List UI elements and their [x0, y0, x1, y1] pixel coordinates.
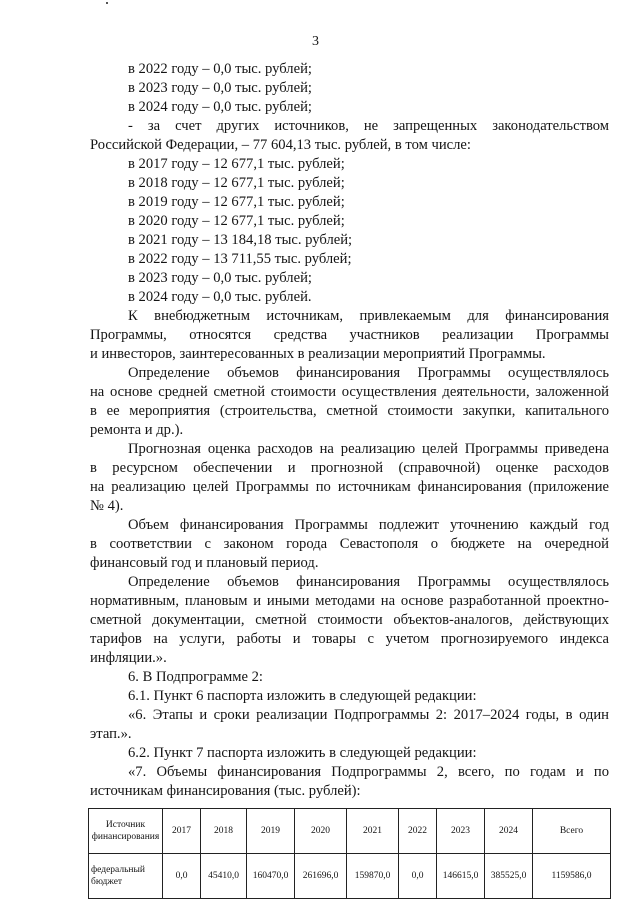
- table-header-cell: 2018: [201, 809, 247, 854]
- scan-dot: [106, 2, 108, 4]
- table-header-cell: 2022: [399, 809, 437, 854]
- text-line: финансовый год и плановый период.: [90, 555, 319, 571]
- text-line: Российской Федерации, – 77 604,13 тыс. рублей, в том числе:: [90, 137, 471, 153]
- text-line: тарифов на услуги, работы и товары с учетом прогнозируемого индекса: [90, 631, 609, 647]
- table-header-cell: Всего: [533, 809, 611, 854]
- text-line: 6. В Подпрограмме 2:: [128, 669, 263, 685]
- text-line: в ресурсном обеспечении и прогнозной (справочной) оценке расходов: [90, 460, 609, 476]
- table-header-cell: 2021: [347, 809, 399, 854]
- table-header-cell: 2024: [485, 809, 533, 854]
- text-line: «6. Этапы и сроки реализации Подпрограммы 2: 2017–2024 годы, в один: [128, 707, 609, 723]
- text-line: в 2024 году – 0,0 тыс. рублей;: [128, 99, 312, 115]
- table-header-row: [89, 809, 611, 854]
- text-line: в 2021 году – 13 184,18 тыс. рублей;: [128, 232, 353, 248]
- text-line: № 4).: [90, 498, 124, 514]
- text-line: в 2018 году – 12 677,1 тыс. рублей;: [128, 175, 345, 191]
- text-line: этап.».: [90, 726, 132, 742]
- table-row: [89, 854, 611, 899]
- table-header-cell: 2017: [163, 809, 201, 854]
- table-header-cell: 2019: [247, 809, 295, 854]
- table-cell: 160470,0: [247, 854, 295, 899]
- text-line: Программы, относятся средства участников реализации Программы: [90, 327, 609, 343]
- text-line: 6.1. Пункт 6 паспорта изложить в следующей редакции:: [128, 688, 477, 704]
- table-header-cell: 2023: [437, 809, 485, 854]
- text-line: на основе средней сметной стоимости осуществления деятельности, заложенной: [90, 384, 609, 400]
- table-cell: 385525,0: [485, 854, 533, 899]
- table-cell: 146615,0: [437, 854, 485, 899]
- text-line: «7. Объемы финансирования Подпрограммы 2, всего, по годам и по: [128, 764, 609, 780]
- table-cell: федеральный бюджет: [89, 854, 163, 899]
- text-line: Определение объемов финансирования Программы осуществлялось: [128, 574, 609, 590]
- page-number: 3: [312, 34, 319, 49]
- table-cell: 1159586,0: [533, 854, 611, 899]
- text-line: и инвесторов, заинтересованных в реализации мероприятий Программы.: [90, 346, 546, 362]
- text-line: в 2023 году – 0,0 тыс. рублей;: [128, 80, 312, 96]
- text-line: Объем финансирования Программы подлежит уточнению каждый год: [128, 517, 609, 533]
- text-line: К внебюджетным источникам, привлекаемым для финансирования: [128, 308, 609, 324]
- text-line: в 2019 году – 12 677,1 тыс. рублей;: [128, 194, 345, 210]
- text-line: в 2022 году – 0,0 тыс. рублей;: [128, 61, 312, 77]
- text-line: ремонта и др.).: [90, 422, 184, 438]
- text-line: в соответствии с законом города Севастополя о бюджете на очередной: [90, 536, 609, 552]
- text-line: в ее мероприятия (строительства, сметной стоимости закупки, капитального: [90, 403, 609, 419]
- text-line: 6.2. Пункт 7 паспорта изложить в следующей редакции:: [128, 745, 477, 761]
- text-line: Определение объемов финансирования Программы осуществлялось: [128, 365, 609, 381]
- text-line: нормативным, плановым и иными методами на основе разработанной проектно-: [90, 593, 609, 609]
- table-cell: 261696,0: [295, 854, 347, 899]
- table-header-cell: Источник финансирования: [89, 809, 163, 854]
- table-header-cell: 2020: [295, 809, 347, 854]
- text-line: источникам финансирования (тыс. рублей):: [90, 783, 361, 799]
- table-cell: 0,0: [399, 854, 437, 899]
- text-line: в 2017 году – 12 677,1 тыс. рублей;: [128, 156, 345, 172]
- text-line: в 2020 году – 12 677,1 тыс. рублей;: [128, 213, 345, 229]
- table-cell: 159870,0: [347, 854, 399, 899]
- text-line: в 2023 году – 0,0 тыс. рублей;: [128, 270, 312, 286]
- financing-table: [88, 808, 611, 899]
- text-line: - за счет других источников, не запрещенных законодательством: [128, 118, 609, 134]
- text-line: Прогнозная оценка расходов на реализацию целей Программы приведена: [128, 441, 609, 457]
- text-line: сметной документации, сметной стоимости объектов-аналогов, действующих: [90, 612, 609, 628]
- text-line: инфляции.».: [90, 650, 167, 666]
- text-line: в 2022 году – 13 711,55 тыс. рублей;: [128, 251, 352, 267]
- table-cell: 45410,0: [201, 854, 247, 899]
- text-line: на реализацию целей Программы по источникам финансирования (приложение: [90, 479, 609, 495]
- table-cell: 0,0: [163, 854, 201, 899]
- text-line: в 2024 году – 0,0 тыс. рублей.: [128, 289, 312, 305]
